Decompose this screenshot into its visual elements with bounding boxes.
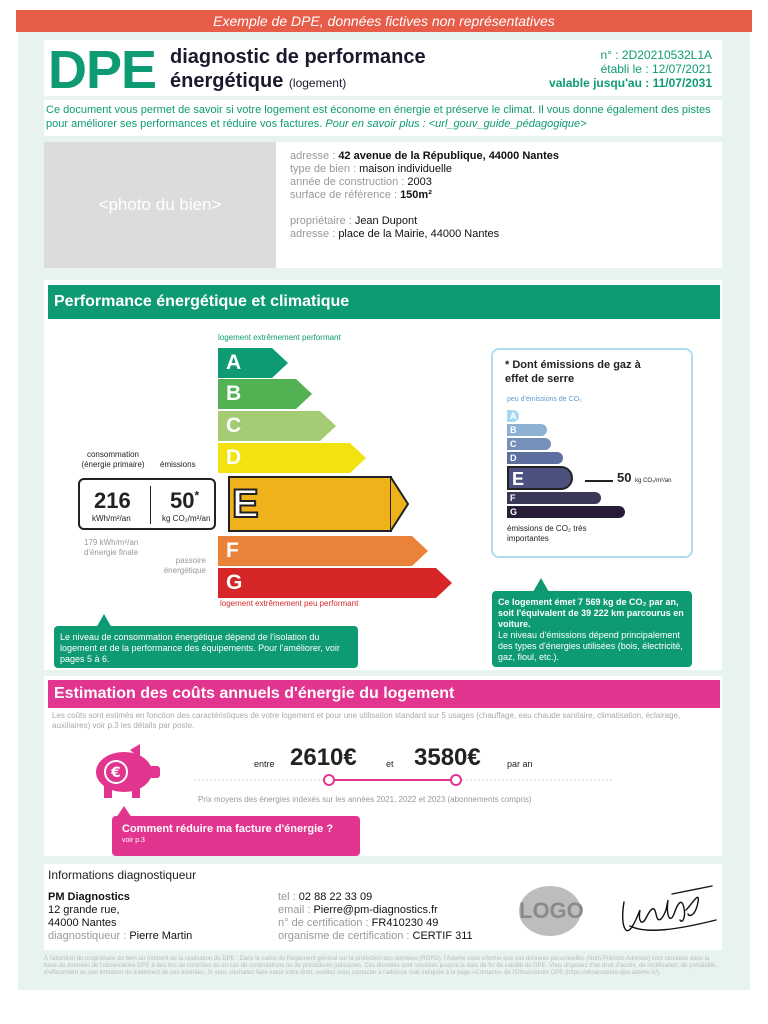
owner-address-label: adresse : xyxy=(290,228,339,240)
cert-label: n° de certification : xyxy=(278,917,372,929)
type-label: type de bien : xyxy=(290,163,360,175)
intro-text xyxy=(46,103,722,131)
person-label: diagnostiqueur : xyxy=(48,930,130,942)
company-street: 12 grande rue, xyxy=(48,904,120,916)
emissions-unit: kg CO₂/m²/an xyxy=(162,514,211,523)
euro-symbol: € xyxy=(111,765,121,781)
owner-value: Jean Dupont xyxy=(354,215,418,227)
callout-pointer-right xyxy=(533,578,549,592)
piggy-leg-back xyxy=(104,784,112,798)
energy-class-tip xyxy=(412,536,428,566)
ges-value-unit: kg CO₂/m²/an xyxy=(635,478,672,484)
current-class-arrow xyxy=(390,476,410,532)
consumption-value: 216 xyxy=(94,488,131,513)
current-class-bar xyxy=(228,476,392,532)
ges-value xyxy=(617,470,671,485)
box-separator xyxy=(150,486,151,524)
current-class-letter: E xyxy=(232,482,259,526)
cost-range-slider xyxy=(194,770,614,790)
ges-class-f: F xyxy=(507,492,601,504)
address-label: adresse : xyxy=(290,150,339,162)
valid-until: valable jusqu'au : 11/07/2031 xyxy=(549,76,712,90)
intro-body: Ce document vous permet de savoir si votre logement est économe en énergie et préserve le climat. Il vous donne également des pistes pour améliorer ses performances et réduire vos factures. xyxy=(46,104,711,130)
page-title-line2 xyxy=(170,70,346,94)
energy-class-tip xyxy=(350,443,366,473)
energy-class-letter: D xyxy=(226,446,242,469)
year-label: année de construction : xyxy=(290,176,408,188)
org-value: CERTIF 311 xyxy=(412,930,473,942)
scale-bottom-caption: logement extrêmement peu performant xyxy=(220,599,359,608)
ges-class-a: A xyxy=(507,410,519,422)
document-meta xyxy=(549,48,712,90)
range-max-marker xyxy=(451,775,461,785)
intro-more-link[interactable]: Pour en savoir plus : <url_gouv_guide_pédagogique> xyxy=(325,118,587,130)
cost-between: entre xyxy=(254,759,275,769)
emissions-label: émissions xyxy=(160,460,196,469)
ges-class-d: D xyxy=(507,452,563,464)
property-details xyxy=(290,150,559,241)
energy-class-letter: G xyxy=(226,571,243,594)
ges-callout-bold: Ce logement émet 7 569 kg de CO₂ par an, soit l'équivalent de 39 222 km parcourus en voiture. xyxy=(498,597,684,629)
range-min-marker xyxy=(324,775,334,785)
owner-address-value: place de la Mairie, 44000 Nantes xyxy=(338,228,500,240)
email-label: email : xyxy=(278,904,314,916)
energy-class-tip xyxy=(296,379,312,409)
emissions-star: * xyxy=(194,488,200,503)
energy-class-letter: C xyxy=(226,414,242,437)
ges-class-b: B xyxy=(507,424,547,436)
tel-value[interactable]: 02 88 22 33 09 xyxy=(298,891,373,903)
reduce-bill-sub: voir p.3 xyxy=(122,837,145,844)
energy-class-letter: B xyxy=(226,382,242,405)
final-energy: 179 kWh/m²/an d'énergie finale xyxy=(84,538,139,557)
signature-stroke xyxy=(623,886,716,931)
ges-box xyxy=(491,348,693,558)
page-title-suffix: (logement) xyxy=(288,76,347,90)
ges-class-g: G xyxy=(507,506,625,518)
company-name: PM Diagnostics xyxy=(48,891,130,903)
page-title-line1: diagnostic de performance xyxy=(170,46,426,68)
owner-label: propriétaire : xyxy=(290,215,355,227)
performance-section-title: Performance énergétique et climatique xyxy=(48,285,720,319)
diagnostician-contact-block xyxy=(278,891,473,943)
cost-min: 2610€ xyxy=(290,744,357,771)
diagnostician-company-block xyxy=(48,891,192,943)
passoire-label: passoire énergétique xyxy=(163,556,206,575)
ges-callout-body: Le niveau d'émissions dépend principalement des types d'énergies utilisées (bois, électricité, gaz, fioul, etc.). xyxy=(498,630,683,662)
energy-class-tip xyxy=(272,348,288,378)
surface-value: 150m² xyxy=(400,189,432,201)
energy-class-b xyxy=(218,379,296,409)
ges-value-connector xyxy=(585,480,613,482)
consumption-label: consommation (énergie primaire) xyxy=(81,450,145,469)
cost-and: et xyxy=(386,759,394,769)
emissions-value xyxy=(170,488,199,514)
piggy-bank-icon xyxy=(86,744,162,800)
signature-icon xyxy=(616,880,720,940)
callout-pointer-right-shape xyxy=(533,578,549,592)
diagnostician-section-title: Informations diagnostiqueur xyxy=(48,868,197,882)
company-city: 44000 Nantes xyxy=(48,917,117,929)
current-class-arrow-shape xyxy=(390,476,408,532)
energy-class-letter: A xyxy=(226,351,242,374)
cost-note: Prix moyens des énergies indexés sur les années 2021, 2022 et 2023 (abonnements compris) xyxy=(198,795,532,804)
energy-class-tip xyxy=(320,411,336,441)
energy-class-a xyxy=(218,348,272,378)
energy-class-letter: F xyxy=(226,539,239,562)
cost-max: 3580€ xyxy=(414,744,481,771)
cost-per-year: par an xyxy=(507,759,533,769)
scale-top-caption: logement extrêmement performant xyxy=(218,333,341,342)
reduce-bill-title: Comment réduire ma facture d'énergie ? xyxy=(122,823,334,835)
reduce-bill-link[interactable] xyxy=(112,816,360,856)
consumption-box xyxy=(78,478,216,530)
energy-class-c xyxy=(218,411,320,441)
cert-value: FR410230 49 xyxy=(371,917,439,929)
ges-top-caption: peu d'émissions de CO₂ xyxy=(507,396,582,403)
ges-class-c: C xyxy=(507,438,551,450)
page-title-main: énergétique xyxy=(170,70,284,92)
surface-label: surface de référence : xyxy=(290,189,401,201)
established-date: établi le : 12/07/2021 xyxy=(600,62,712,76)
document-number: n° : 2D20210532L1A xyxy=(600,48,712,62)
costs-section-title: Estimation des coûts annuels d'énergie du logement xyxy=(48,680,720,708)
consumption-callout: Le niveau de consommation énergétique dépend de l'isolation du logement et de la performance des équipements. Pour l'améliorer, voir pages 5 à 6. xyxy=(54,626,358,668)
org-label: organisme de certification : xyxy=(278,930,413,942)
type-value: maison individuelle xyxy=(359,163,453,175)
ges-title: * Dont émissions de gaz à effet de serre xyxy=(505,359,641,385)
costs-description: Les coûts sont estimés en fonction des caractéristiques de votre logement et pour une utilisation standard sur 5 usages (chauffage, eau chaude sanitaire, climatisation, éclairage, auxiliaires) voir p.3 les détails par poste. xyxy=(52,711,681,730)
energy-class-d xyxy=(218,443,350,473)
piggy-leg-front xyxy=(132,784,140,798)
ges-class-e: E xyxy=(507,466,573,490)
person-value: Pierre Martin xyxy=(129,930,193,942)
ges-value-number: 50 xyxy=(617,470,632,485)
energy-class-tip xyxy=(436,568,452,598)
example-banner: Exemple de DPE, données fictives non représentatives xyxy=(16,10,752,32)
email-value[interactable]: Pierre@pm-diagnostics.fr xyxy=(313,904,438,916)
energy-class-g xyxy=(218,568,436,598)
year-value: 2003 xyxy=(407,176,432,188)
legal-notice: À l'attention du propriétaire du bien au moment de la réalisation du DPE : Dans le cadre du Règlement général sur la protection des données (RGPD), l'Ademe vous informe que vos données personnelles (Nom-Prénom-Adresse) sont stockées dans la base de données de l'observatoire DPE à des fins de contrôles ou en cas de contestations ou de procédures judiciaires. Ces données sont stockées jusqu'à la date de fin de validité du DPE. Vous disposez d'un droit d'accès, de rectification, de portabilité, d'effacement ou une limitation du traitement de ces données. Si vous souhaitez faire valoir votre droit, veuillez nous contacter à l'adresse mail indiquée à la page «Contacts» de l'Observatoire DPE (https://observatoire-dpe.ademe.fr/). xyxy=(44,956,717,976)
ges-callout xyxy=(492,591,692,667)
tel-label: tel : xyxy=(278,891,299,903)
piggy-snout xyxy=(148,766,160,778)
energy-class-f xyxy=(218,536,412,566)
dpe-logo: DPE xyxy=(48,40,157,100)
emissions-number: 50 xyxy=(170,488,195,513)
consumption-unit: kWh/m²/an xyxy=(92,514,131,523)
address-value: 42 avenue de la République, 44000 Nantes xyxy=(338,150,560,162)
company-logo: LOGO xyxy=(519,886,581,936)
ges-bottom-caption: émissions de CO₂ très importantes xyxy=(507,524,587,543)
property-photo-placeholder: <photo du bien> xyxy=(44,142,276,268)
